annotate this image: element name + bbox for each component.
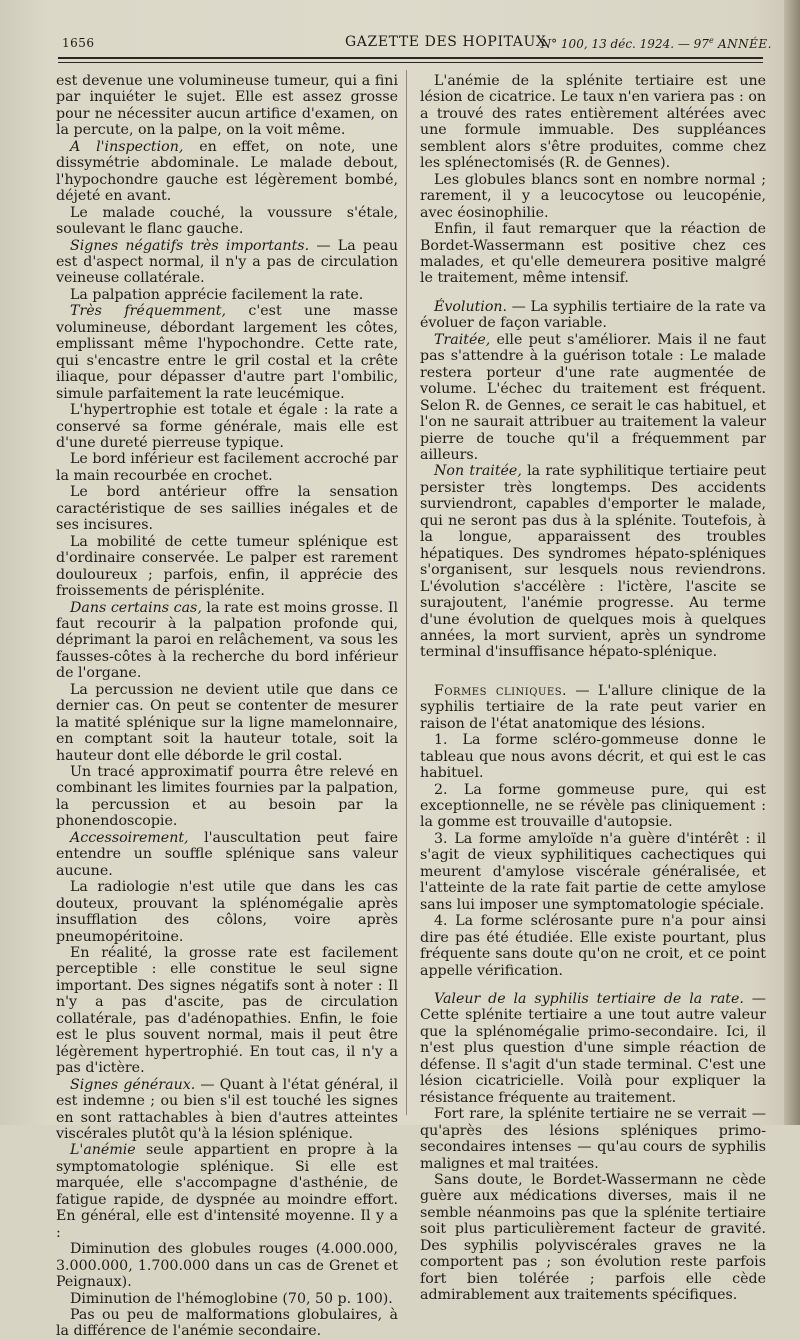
paragraph <box>56 1307 398 1340</box>
paragraph-text: — La syphilis tertiaire de la rate va évoluer de façon variable. <box>420 298 766 332</box>
paragraph <box>56 1142 398 1241</box>
paragraph-text: Fort rare, la splénite tertiaire ne se verrait — qu'après des lésions spléniques primo-secondaires intenses — qu'au cours de syphilis malignes et mal traitées. <box>420 1106 766 1172</box>
paragraph <box>56 682 398 764</box>
paragraph <box>56 1241 398 1290</box>
page-number: 1656 <box>62 36 95 50</box>
issue-suffix: e <box>708 36 714 45</box>
paragraph-text: — La peau est d'aspect normal, il n'y a pas de circulation veineuse collatérale. <box>56 237 399 287</box>
paragraph <box>56 945 398 1077</box>
paragraph <box>420 299 766 332</box>
paragraph <box>56 451 398 484</box>
paragraph <box>56 484 398 533</box>
paragraph-text: — Cette splénite tertiaire a une tout autre valeur que la splénomégalie primo-secondaire. Ici, il n'est plus question d'une simple réaction de défense. Il s'agit d'un stade terminal. C'est une lésion cicatricielle. Voilà pour expliquer la résistance fréquente au traitement. <box>420 991 766 1106</box>
paragraph <box>56 139 398 205</box>
paragraph-text: 1. La forme scléro-gommeuse donne le tableau que nous avons décrit, et qui est le cas habituel. <box>420 732 766 782</box>
paragraph <box>56 402 398 451</box>
paragraph-text: L'hypertrophie est totale et égale : la rate a conservé sa forme générale, mais elle est d'une dureté pierreuse typique. <box>56 402 398 451</box>
paragraph-lead: Valeur de la syphilis tertiaire de la rate. <box>434 991 744 1008</box>
paragraph <box>420 831 766 913</box>
left-column <box>56 73 398 1340</box>
paragraph-text: Pas ou peu de malformations globulaires, à la différence de l'anémie secondaire. <box>56 1306 398 1340</box>
paragraph <box>420 913 766 979</box>
paragraph <box>420 463 766 660</box>
paragraph <box>56 879 398 945</box>
paragraph-lead: Accessoirement, <box>70 829 189 846</box>
paragraph <box>420 332 766 464</box>
paragraph-lead: L'anémie <box>70 1142 136 1159</box>
paragraph-lead: A l'inspection, <box>70 138 184 155</box>
paragraph-lead: Formes cliniques. <box>434 682 568 699</box>
column-divider <box>406 70 407 1115</box>
paragraph-text: 4. La forme sclérosante pure n'a pour ainsi dire pas été étudiée. Elle existe pourtant, plus fréquente sans doute qu'on ne croit, et ce point appelle vérification. <box>420 913 766 979</box>
paragraph-text: elle peut s'améliorer. Mais il ne faut pas s'attendre à la guérison totale : Le malade restera porteur d'une rate augmentée de volume. L'échec du traitement est fréquent. Selon R. de Gennes, ce serait le cas habituel, et l'on ne saurait attribuer au traitement la valeur pierre de touche qu'il a fréquemment par ailleurs. <box>420 331 766 463</box>
paragraph-text: Diminution des globules rouges (4.000.000, 3.000.000, 1.700.000 dans un cas de Grenet et Peignaux). <box>56 1241 398 1291</box>
paragraph <box>56 205 398 238</box>
paragraph-text: Le bord antérieur offre la sensation caractéristique de ses saillies inégales et de ses incisures. <box>56 484 398 534</box>
paragraph <box>56 830 398 879</box>
journal-title: GAZETTE DES HOPITAUX <box>345 34 547 50</box>
paragraph-text: Le bord inférieur est facilement accroché par la main recourbée en crochet. <box>56 451 398 484</box>
paragraph-text: En réalité, la grosse rate est facilement perceptible : elle constitue le seul signe important. Des signes négatifs sont à noter : Il n'y a pas d'ascite, pas de circulation collatérale, pas d'adénopathies. Enfin, le foie est le plus souvent normal, mais il peut être légèrement hypertrophié. En tout cas, il n'y a pas d'ictère. <box>56 945 398 1077</box>
paragraph-text: Diminution de l'hémoglobine (70, 50 p. 100). <box>70 1290 393 1307</box>
paragraph-lead: Signes négatifs très importants. <box>70 237 310 254</box>
paragraph <box>420 782 766 831</box>
paragraph-text: — L'allure clinique de la syphilis tertiaire de la rate peut varier en raison de l'état anatomique des lésions. <box>420 682 766 732</box>
paragraph-text: 3. La forme amyloïde n'a guère d'intérêt : il s'agit de vieux syphilitiques cachectiques qui meurent d'amylose viscérale généralisée, et l'atteinte de la rate fait partie de cette amylose sans lui imposer une symptomatologie spéciale. <box>420 830 766 913</box>
page-header <box>62 30 782 56</box>
paragraph <box>56 303 398 402</box>
paragraph-lead: Non traitée, <box>434 463 522 480</box>
paragraph <box>420 1172 766 1304</box>
paragraph-text: Enfin, il faut remarquer que la réaction de Bordet-Wassermann est positive chez ces malades, et qu'elle demeurera positive malgré le traitement, même intensif. <box>420 221 766 287</box>
paragraph-text: seule appartient en propre à la symptomatologie splénique. Si elle est marquée, elle s'accompagne d'asthénie, de fatigue rapide, de dyspnée au moindre effort. En général, elle est d'intensité moyenne. Il y a : <box>56 1142 398 1241</box>
header-rule-thick <box>58 57 763 59</box>
paragraph <box>420 1106 766 1172</box>
paragraph <box>56 600 398 682</box>
paragraph <box>56 287 398 303</box>
paragraph-text: la rate syphilitique tertiaire peut persister très longtemps. Des accidents surviendront, capables d'emporter le malade, qui ne seront pas dus à la splénite. Toutefois, à la longue, apparaissent des troubles hépatiques. Des syndromes hépato-spléniques s'organisent, sur lesquels nous reviendrons. L'évolution s'accélère : l'ictère, l'ascite se surajoutent, l'anémie progresse. Au terme d'une évolution de quelques mois à quelques années, la mort survient, après un syndrome terminal d'insuffisance hépato-splénique. <box>420 463 766 661</box>
paragraph-text: c'est une masse volumineuse, débordant largement les côtes, emplissant même l'hypochondre. Cette rate, qui s'encastre entre le gril costal et la crête iliaque, pour dépasser d'autre part l'ombilic, simule parfaitement la rate leucémique. <box>56 303 398 402</box>
paragraph-text: Sans doute, le Bordet-Wassermann ne cède guère aux médications diverses, mais il ne semble néanmoins pas que la splénite tertiaire soit plus particulièrement facteur de gravité. Des syphilis polyviscérales graves ne la comportent pas ; son évolution reste parfois fort bien tolérée ; parfois elle cède admirablement aux traitements spécifiques. <box>420 1172 766 1304</box>
paragraph-text: Un tracé approximatif pourra être relevé en combinant les limites fournies par la palpation, la percussion et au besoin par la phonendoscopie. <box>56 764 398 830</box>
paragraph <box>56 73 398 139</box>
paragraph-text: Les globules blancs sont en nombre normal ; rarement, il y a leucocytose ou leucopénie, avec éosinophilie. <box>420 171 766 221</box>
paragraph <box>56 1077 398 1143</box>
right-column <box>420 73 766 1304</box>
paragraph-text: l'auscultation peut faire entendre un souffle splénique sans valeur aucune. <box>56 829 398 879</box>
paragraph <box>56 1291 398 1307</box>
paragraph <box>420 172 766 221</box>
paragraph-text: La radiologie n'est utile que dans les cas douteux, prouvant la splénomégalie après insufflation des côlons, voire après pneumopéritoine. <box>56 879 398 945</box>
paragraph-text: La percussion ne devient utile que dans ce dernier cas. On peut se contenter de mesurer la matité splénique sur la ligne mamelonnaire, en comptant soit la hauteur totale, soit la hauteur dont elle déborde le gril costal. <box>56 681 398 764</box>
issue-year: ANNÉE. <box>713 37 772 51</box>
paragraph-text: L'anémie de la splénite tertiaire est une lésion de cicatrice. Le taux n'en variera pas : on a trouvé des rates entièrement altérées avec une formule immuable. Des suppléances semblent alors s'être produites, comme chez les splénectomisés (R. de Gennes). <box>420 73 766 172</box>
paragraph-text: — Quant à l'état général, il est indemne ; ou bien s'il est touché les signes en sont rattachables à bien d'autres atteintes viscérales plutôt qu'à la lésion splénique. <box>56 1076 398 1142</box>
paragraph-lead: Dans certains cas, <box>70 599 202 616</box>
paragraph-text: La mobilité de cette tumeur splénique est d'ordinaire conservée. Le palper est rarement douloureux ; parfois, enfin, il apprécie des froissements de périsplénite. <box>56 533 398 600</box>
paragraph-text: Le malade couché, la voussure s'étale, soulevant le flanc gauche. <box>56 204 398 238</box>
paragraph-text: est devenue une volumineuse tumeur, qui a fini par inquiéter le sujet. Elle est assez grosse pour ne nécessiter aucun artifice d'examen, on la percute, on la palpe, on la voit même. <box>56 73 398 139</box>
paragraph <box>420 732 766 781</box>
paragraph <box>420 683 766 732</box>
paragraph-text: 2. La forme gommeuse pure, qui est exceptionnelle, ne se révèle pas cliniquement : la gomme est trouvaille d'autopsie. <box>420 781 766 831</box>
paragraph-text: en effet, on note, une dissymétrie abdominale. Le malade debout, l'hypochondre gauche est légèrement bombé, déjeté en avant. <box>56 138 398 205</box>
paragraph <box>420 73 766 172</box>
page-binding-edge <box>784 0 800 1125</box>
paragraph-lead: Traitée, <box>434 331 491 348</box>
paragraph-lead: Très fréquemment, <box>70 303 227 320</box>
paragraph-lead: Évolution. <box>434 298 508 315</box>
paragraph-text: La palpation apprécie facilement la rate. <box>70 286 364 303</box>
issue-prefix: N° 100, 13 déc. 1924. — 97 <box>540 37 709 51</box>
header-rule-thin <box>58 62 763 63</box>
paragraph-text: la rate est moins grosse. Il faut recourir à la palpation profonde qui, déprimant la paroi en relâchement, va sous les fausses-côtes à la recherche du bord inférieur de l'organe. <box>56 599 398 682</box>
paragraph-lead: Signes généraux. <box>70 1076 196 1093</box>
paragraph <box>56 764 398 830</box>
paragraph <box>420 221 766 287</box>
paragraph <box>56 238 398 287</box>
paragraph <box>56 534 398 600</box>
issue-info <box>541 36 772 51</box>
paragraph <box>420 991 766 1106</box>
